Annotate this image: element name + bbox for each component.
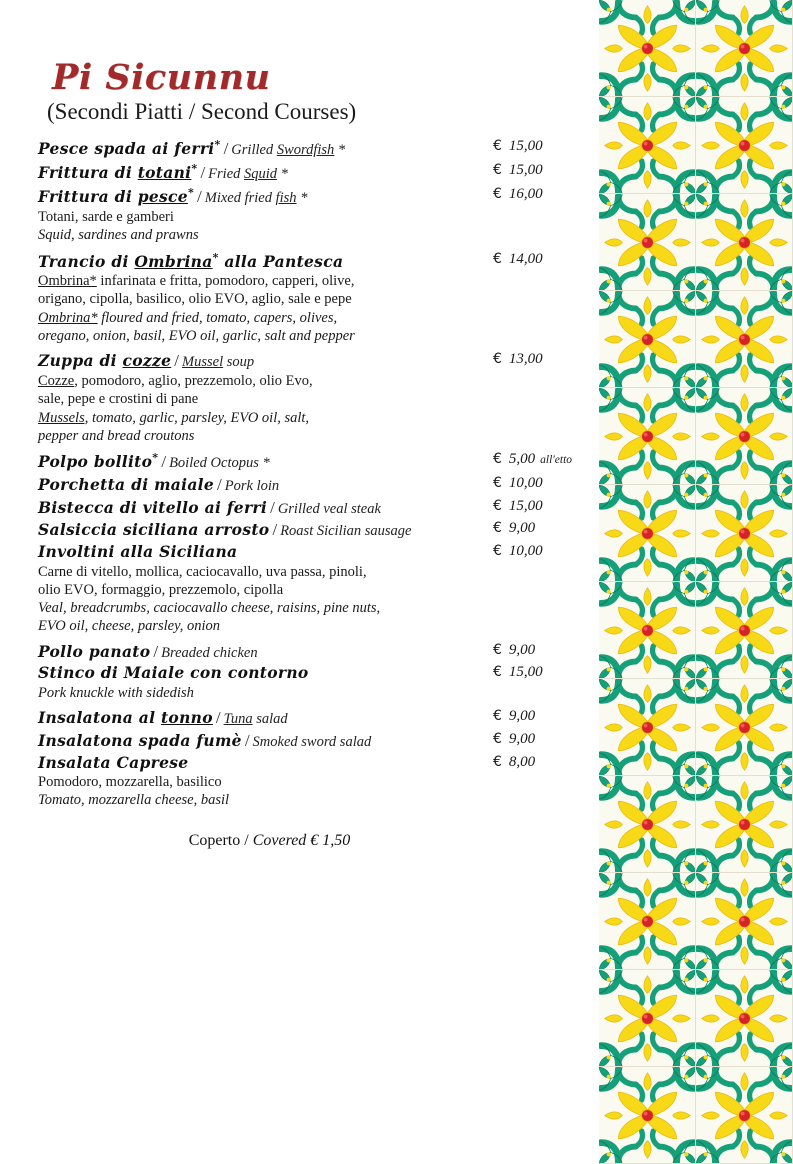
item-description-en: Pork knuckle with sidedish <box>38 684 194 701</box>
price-amount: 10,00 <box>508 474 543 491</box>
item-name-en: Pork loin <box>224 477 280 494</box>
item-name-it: Frittura di totani* <box>38 162 198 183</box>
majolica-tile <box>696 388 793 485</box>
item-name-it: Polpo bollito* <box>38 451 159 472</box>
item-name-it: Porchetta di maiale <box>38 474 215 494</box>
currency-symbol: € <box>493 543 502 560</box>
name-separator: / <box>200 163 206 183</box>
item-name-en: Mixed fried fish * <box>204 190 308 207</box>
page-subtitle: (Secondi Piatti / Second Courses) <box>47 99 357 124</box>
item-name-it: Zuppa di cozze <box>38 351 172 371</box>
menu-item <box>38 708 599 729</box>
allergen-asterisk: * <box>212 250 219 264</box>
name-separator: / <box>215 708 221 728</box>
menu-header <box>0 0 599 124</box>
menu-item <box>38 664 599 702</box>
item-name-en: Breaded chicken <box>161 644 258 661</box>
coperto-label-it: Coperto <box>188 831 241 849</box>
menu-item <box>38 731 599 752</box>
name-separator: / <box>174 351 180 371</box>
currency-symbol: € <box>493 351 502 368</box>
majolica-tile <box>599 776 696 873</box>
name-separator: / <box>161 452 167 472</box>
item-name-it: Involtini alla Siciliana <box>38 542 238 562</box>
item-name-it: Frittura di pesce* <box>38 186 194 207</box>
currency-symbol: € <box>493 520 502 537</box>
currency-symbol: € <box>493 730 502 747</box>
price-amount: 9,00 <box>508 730 536 747</box>
name-separator: / <box>153 641 159 661</box>
majolica-tile <box>599 194 696 291</box>
item-description-it: Cozze, pomodoro, aglio, prezzemolo, olio Evo, sale, pepe e crostini di pane <box>38 372 313 408</box>
name-separator: / <box>223 139 229 159</box>
price-amount: 10,00 <box>508 543 543 560</box>
price-amount: 8,00 <box>508 753 536 770</box>
item-description-en: Tomato, mozzarella cheese, basil <box>38 792 230 809</box>
majolica-tile <box>696 970 793 1067</box>
menu-item <box>38 520 599 541</box>
currency-symbol: € <box>493 497 502 514</box>
price-amount: 9,00 <box>508 520 536 537</box>
majolica-tile <box>696 485 793 582</box>
currency-symbol: € <box>493 708 502 725</box>
currency-symbol: € <box>493 641 502 658</box>
item-description-it: Totani, sarde e gamberi <box>38 208 174 225</box>
currency-symbol: € <box>493 474 502 491</box>
item-name-en: Roast Sicilian sausage <box>280 523 412 540</box>
item-name-en: Tuna salad <box>223 711 288 728</box>
item-description-en: Ombrina* floured and fried, tomato, capers, olives, oregano, onion, basil, EVO oil, garlic, salt and pepper <box>38 309 355 344</box>
currency-symbol: € <box>493 186 502 203</box>
majolica-tile <box>599 0 696 97</box>
majolica-tile <box>696 582 793 679</box>
majolica-tile <box>696 679 793 776</box>
menu-item <box>38 642 599 663</box>
allergen-asterisk: * <box>191 162 198 176</box>
majolica-tile <box>599 582 696 679</box>
item-name-en: Grilled Swordfish * <box>231 142 346 159</box>
item-name-it: Pesce spada ai ferri* <box>38 138 221 159</box>
name-separator: / <box>217 474 222 494</box>
allergen-asterisk: * <box>152 451 159 465</box>
item-description-en: Mussels, tomato, garlic, parsley, EVO oil, salt, pepper and bread croutons <box>38 409 310 444</box>
name-separator: / <box>197 187 202 207</box>
price-amount: 15,00 <box>508 664 543 681</box>
item-description-en: Squid, sardines and prawns <box>38 227 199 244</box>
name-separator: / <box>244 730 250 750</box>
majolica-tile <box>599 1067 696 1164</box>
allergen-asterisk: * <box>187 186 194 200</box>
majolica-tile <box>599 97 696 194</box>
item-name-en: Boiled Octopus * <box>169 455 270 472</box>
allergen-asterisk: * <box>214 138 221 152</box>
currency-symbol: € <box>493 250 502 267</box>
page-title: Pi Sicunnu <box>52 57 271 98</box>
majolica-tile <box>696 194 793 291</box>
price-amount: 16,00 <box>508 186 543 203</box>
majolica-tile <box>696 873 793 970</box>
item-name-it: Insalatona al tonno <box>38 708 213 728</box>
price-amount: 15,00 <box>508 497 543 514</box>
majolica-tile <box>599 970 696 1067</box>
majolica-tile <box>696 97 793 194</box>
currency-symbol: € <box>493 162 502 179</box>
menu-item <box>38 138 599 160</box>
item-name-it: Stinco di Maiale con contorno <box>38 663 309 683</box>
name-separator: / <box>272 520 278 540</box>
price-amount: 9,00 <box>508 641 536 658</box>
item-name-it: Insalatona spada fumè <box>38 730 242 750</box>
majolica-tile <box>599 388 696 485</box>
price-amount: 5,00 <box>508 451 536 468</box>
currency-symbol: € <box>493 451 502 468</box>
menu-item <box>38 186 599 244</box>
menu-item <box>38 475 599 496</box>
menu-item <box>38 351 599 445</box>
menu-item <box>38 498 599 519</box>
coperto-label-en: Covered € 1,50 <box>252 831 351 849</box>
item-name-it: Pollo panato <box>38 641 151 661</box>
menu-item-list <box>0 138 599 809</box>
majolica-tile <box>599 873 696 970</box>
decorative-tile-strip <box>599 0 793 1122</box>
item-name-it: Bistecca di vitello ai ferri <box>38 497 268 517</box>
coperto-note <box>0 832 599 850</box>
name-separator: / <box>270 497 275 517</box>
item-name-en: Mussel soup <box>182 354 255 371</box>
menu-item <box>38 754 599 810</box>
majolica-tile <box>599 485 696 582</box>
item-name-en: Smoked sword salad <box>252 733 372 750</box>
majolica-tile <box>599 291 696 388</box>
item-description-it: Ombrina* infarinata e fritta, pomodoro, capperi, olive, origano, cipolla, basilico, olio EVO, aglio, sale e pepe <box>38 273 355 308</box>
item-name-it: Insalata Caprese <box>38 752 189 772</box>
price-amount: 14,00 <box>508 250 543 267</box>
menu-item <box>38 543 599 636</box>
majolica-tile <box>599 679 696 776</box>
majolica-tile <box>696 291 793 388</box>
currency-symbol: € <box>493 664 502 681</box>
menu-item <box>38 162 599 184</box>
price-amount: 9,00 <box>508 708 536 725</box>
item-description-it: Pomodoro, mozzarella, basilico <box>38 774 222 791</box>
item-name-en: Fried Squid * <box>208 166 288 183</box>
currency-symbol: € <box>493 138 502 155</box>
price-amount: 13,00 <box>508 351 543 368</box>
price-suffix: all'etto <box>540 454 573 467</box>
price-amount: 15,00 <box>508 138 543 155</box>
item-name-it: Trancio di Ombrina* alla Pantesca <box>38 250 344 271</box>
majolica-tile <box>696 0 793 97</box>
item-name-it: Salsiccia siciliana arrosto <box>38 520 270 540</box>
item-description-it: Carne di vitello, mollica, caciocavallo, uva passa, pinoli, olio EVO, formaggio, prezzemolo, cipolla <box>38 563 367 598</box>
menu-item <box>38 451 599 473</box>
majolica-tile <box>696 776 793 873</box>
price-amount: 15,00 <box>508 162 543 179</box>
item-description-en: Veal, breadcrumbs, caciocavallo cheese, raisins, pine nuts, EVO oil, cheese, parsley, onion <box>38 600 381 635</box>
coperto-separator: / <box>244 831 249 849</box>
majolica-tile <box>696 1067 793 1164</box>
menu-item <box>38 251 599 346</box>
item-name-en: Grilled veal steak <box>277 500 381 517</box>
currency-symbol: € <box>493 753 502 770</box>
